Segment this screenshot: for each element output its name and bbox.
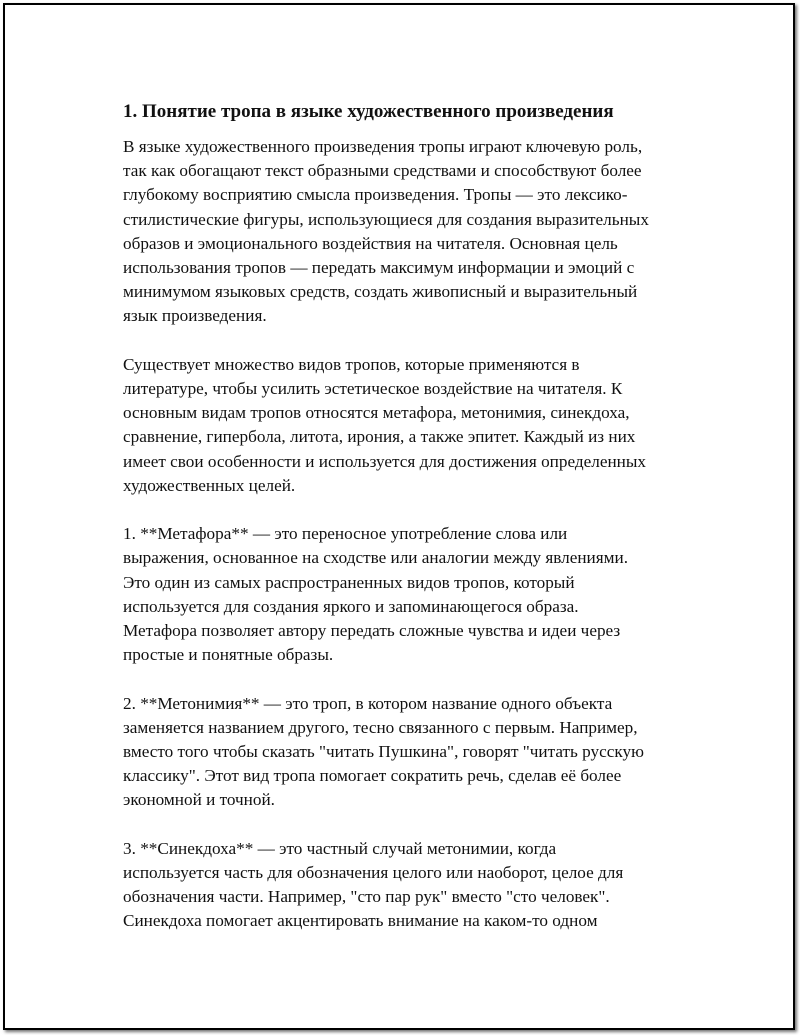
text-line: образов и эмоционального воздействия на читателя. Основная цель	[123, 233, 618, 253]
text-line: используется для создания яркого и запоминающегося образа.	[123, 596, 579, 616]
paragraph-trope-types	[123, 353, 695, 498]
text-line: классику". Этот вид тропа помогает сократить речь, сделав её более	[123, 766, 622, 786]
text-line: 3. **Синекдоха** — это частный случай метонимии, когда	[123, 838, 557, 858]
text-line: язык произведения.	[123, 306, 267, 326]
text-line: художественных целей.	[123, 475, 296, 495]
text-line: минимумом языковых средств, создать живописный и выразительный	[123, 282, 638, 302]
text-line: так как обогащают текст образными средствами и способствуют более	[123, 161, 642, 181]
text-line: Метафора позволяет автору передать сложные чувства и идеи через	[123, 621, 621, 641]
text-line: простые и понятные образы.	[123, 645, 334, 665]
text-line: имеет свои особенности и используется для достижения определенных	[123, 451, 646, 471]
text-line: используется часть для обозначения целого или наоборот, целое для	[123, 863, 624, 883]
text-line: 1. **Метафора** — это переносное употребление слова или	[123, 524, 568, 544]
paragraph-intro	[123, 135, 695, 329]
text-line: основным видам тропов относятся метафора, метонимия, синекдоха,	[123, 403, 630, 423]
paragraph-synecdoche	[123, 837, 695, 934]
text-line: глубокому восприятию смысла произведения. Тропы — это лексико-	[123, 185, 628, 205]
text-line: стилистические фигуры, использующиеся для создания выразительных	[123, 209, 649, 229]
text-line: В языке художественного произведения тропы играют ключевую роль,	[123, 137, 643, 156]
document-body	[123, 99, 695, 958]
text-line: обозначения части. Например, "сто пар рук" вместо "сто человек".	[123, 887, 610, 907]
text-line: литературе, чтобы усилить эстетическое воздействие на читателя. К	[123, 379, 623, 399]
text-line: Синекдоха помогает акцентировать внимание на каком-то одном	[123, 911, 598, 931]
text-line: 2. **Метонимия** — это троп, в котором название одного объекта	[123, 693, 613, 713]
paragraph-metaphor	[123, 522, 695, 667]
text-line: вместо того чтобы сказать "читать Пушкина", говорят "читать русскую	[123, 742, 644, 762]
text-line: заменяется названием другого, тесно связанного с первым. Например,	[123, 717, 638, 737]
page-frame	[3, 3, 795, 1030]
text-line: Существует множество видов тропов, которые применяются в	[123, 354, 580, 374]
text-line: Это один из самых распространенных видов тропов, который	[123, 572, 575, 592]
text-line: выражения, основанное на сходстве или аналогии между явлениями.	[123, 548, 629, 568]
text-line: использования тропов — передать максимум информации и эмоций с	[123, 258, 635, 278]
text-line: сравнение, гипербола, литота, ирония, а также эпитет. Каждый из них	[123, 427, 636, 447]
paragraph-metonymy	[123, 692, 695, 813]
text-line: экономной и точной.	[123, 790, 275, 810]
section-heading: 1. Понятие тропа в языке художественного произведения	[123, 101, 614, 122]
